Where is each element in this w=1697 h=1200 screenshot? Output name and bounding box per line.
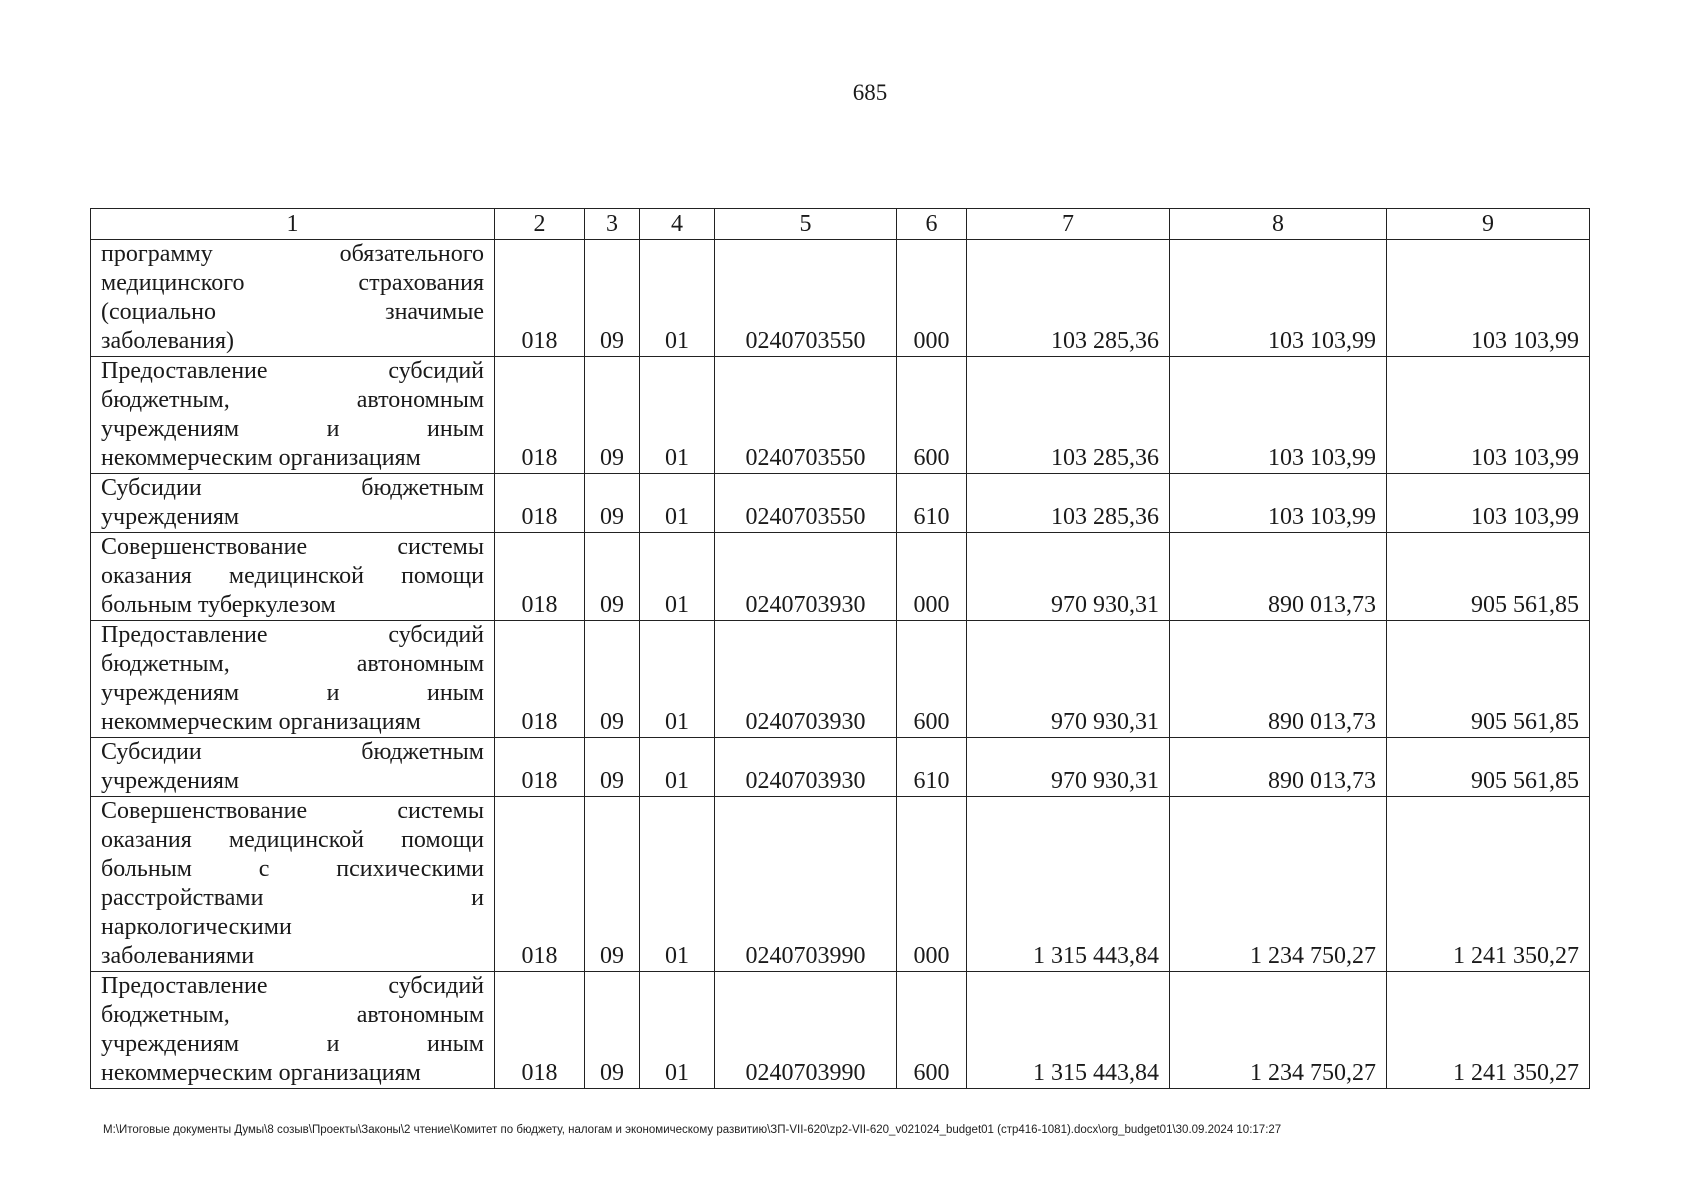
row-description xyxy=(91,621,495,738)
table-body xyxy=(91,240,1590,1089)
amount-col-9: 103 103,99 xyxy=(1387,240,1590,357)
section-code: 09 xyxy=(585,474,640,533)
expense-type-code: 600 xyxy=(897,621,967,738)
description-line: оказания медицинской помощи xyxy=(101,563,484,589)
target-article-code: 0240703550 xyxy=(715,240,897,357)
description-line: бюджетным, автономным xyxy=(101,1002,484,1028)
description-line: наркологическими xyxy=(101,914,292,940)
table-row xyxy=(91,533,1590,621)
amount-col-9: 103 103,99 xyxy=(1387,357,1590,474)
table-row xyxy=(91,738,1590,797)
target-article-code: 0240703990 xyxy=(715,972,897,1089)
amount-col-9: 1 241 350,27 xyxy=(1387,972,1590,1089)
expense-type-code: 000 xyxy=(897,240,967,357)
header-cell: 3 xyxy=(585,209,640,240)
amount-col-8: 890 013,73 xyxy=(1170,621,1387,738)
ministry-code: 018 xyxy=(495,738,585,797)
description-line: Субсидии бюджетным xyxy=(101,739,484,765)
description-line: бюджетным, автономным xyxy=(101,651,484,677)
header-cell: 2 xyxy=(495,209,585,240)
header-row xyxy=(91,209,1590,240)
description-line: больным туберкулезом xyxy=(101,592,336,618)
description-line: заболеваниями xyxy=(101,943,255,969)
header-cell: 4 xyxy=(640,209,715,240)
header-cell: 1 xyxy=(91,209,495,240)
amount-col-7: 970 930,31 xyxy=(967,738,1170,797)
amount-col-9: 905 561,85 xyxy=(1387,621,1590,738)
description-line: некоммерческим организациям xyxy=(101,1060,421,1086)
amount-col-9: 905 561,85 xyxy=(1387,533,1590,621)
description-line: медицинского страхования xyxy=(101,270,484,296)
section-code: 09 xyxy=(585,240,640,357)
row-description xyxy=(91,738,495,797)
amount-col-7: 970 930,31 xyxy=(967,533,1170,621)
description-line: Субсидии бюджетным xyxy=(101,475,484,501)
target-article-code: 0240703550 xyxy=(715,357,897,474)
description-line: некоммерческим организациям xyxy=(101,445,421,471)
amount-col-8: 890 013,73 xyxy=(1170,533,1387,621)
amount-col-7: 970 930,31 xyxy=(967,621,1170,738)
amount-col-8: 890 013,73 xyxy=(1170,738,1387,797)
amount-col-7: 103 285,36 xyxy=(967,357,1170,474)
table-row xyxy=(91,797,1590,972)
amount-col-9: 1 241 350,27 xyxy=(1387,797,1590,972)
description-line: бюджетным, автономным xyxy=(101,387,484,413)
table-row xyxy=(91,474,1590,533)
ministry-code: 018 xyxy=(495,357,585,474)
description-line: заболевания) xyxy=(101,328,235,354)
target-article-code: 0240703550 xyxy=(715,474,897,533)
target-article-code: 0240703930 xyxy=(715,621,897,738)
amount-col-9: 103 103,99 xyxy=(1387,474,1590,533)
header-cell: 7 xyxy=(967,209,1170,240)
ministry-code: 018 xyxy=(495,797,585,972)
subsection-code: 01 xyxy=(640,797,715,972)
subsection-code: 01 xyxy=(640,240,715,357)
description-line: Предоставление субсидий xyxy=(101,622,484,648)
target-article-code: 0240703930 xyxy=(715,738,897,797)
header-cell: 8 xyxy=(1170,209,1387,240)
description-line: оказания медицинской помощи xyxy=(101,827,484,853)
amount-col-8: 103 103,99 xyxy=(1170,357,1387,474)
document-file-path: M:\Итоговые документы Думы\8 созыв\Проекты\Законы\2 чтение\Комитет по бюджету, налогам и экономическому развитию\ЗП-VII-620\zp2-VII-620_v021024_budget01 (стр416-1081).docx\org_budget01\30.09.2024 10:17:27 xyxy=(103,1124,1282,1136)
description-line: учреждениям и иным xyxy=(101,680,484,706)
header-cell: 9 xyxy=(1387,209,1590,240)
expense-type-code: 610 xyxy=(897,474,967,533)
table-row xyxy=(91,621,1590,738)
subsection-code: 01 xyxy=(640,533,715,621)
amount-col-8: 1 234 750,27 xyxy=(1170,797,1387,972)
subsection-code: 01 xyxy=(640,972,715,1089)
header-cell: 6 xyxy=(897,209,967,240)
description-line: учреждениям и иным xyxy=(101,416,484,442)
ministry-code: 018 xyxy=(495,972,585,1089)
amount-col-7: 1 315 443,84 xyxy=(967,972,1170,1089)
expense-type-code: 610 xyxy=(897,738,967,797)
expense-type-code: 000 xyxy=(897,533,967,621)
table-row xyxy=(91,357,1590,474)
ministry-code: 018 xyxy=(495,474,585,533)
description-line: учреждениям xyxy=(101,504,240,530)
target-article-code: 0240703990 xyxy=(715,797,897,972)
target-article-code: 0240703930 xyxy=(715,533,897,621)
section-code: 09 xyxy=(585,972,640,1089)
description-line: расстройствами и xyxy=(101,885,484,911)
section-code: 09 xyxy=(585,357,640,474)
page-number: 685 xyxy=(852,80,888,105)
description-line: учреждениям xyxy=(101,768,240,794)
amount-col-8: 103 103,99 xyxy=(1170,240,1387,357)
expense-type-code: 600 xyxy=(897,972,967,1089)
row-description xyxy=(91,533,495,621)
ministry-code: 018 xyxy=(495,621,585,738)
description-line: больным с психическими xyxy=(101,856,484,882)
amount-col-7: 1 315 443,84 xyxy=(967,797,1170,972)
budget-table xyxy=(90,208,1590,1089)
subsection-code: 01 xyxy=(640,621,715,738)
description-line: Совершенствование системы xyxy=(101,798,484,824)
description-line: некоммерческим организациям xyxy=(101,709,421,735)
section-code: 09 xyxy=(585,738,640,797)
subsection-code: 01 xyxy=(640,738,715,797)
table-row xyxy=(91,972,1590,1089)
section-code: 09 xyxy=(585,797,640,972)
row-description xyxy=(91,797,495,972)
amount-col-7: 103 285,36 xyxy=(967,240,1170,357)
description-line: (социально значимые xyxy=(101,299,484,325)
amount-col-7: 103 285,36 xyxy=(967,474,1170,533)
subsection-code: 01 xyxy=(640,357,715,474)
row-description xyxy=(91,972,495,1089)
description-line: Совершенствование системы xyxy=(101,534,484,560)
description-line: Предоставление субсидий xyxy=(101,358,484,384)
row-description xyxy=(91,240,495,357)
ministry-code: 018 xyxy=(495,533,585,621)
row-description xyxy=(91,357,495,474)
amount-col-9: 905 561,85 xyxy=(1387,738,1590,797)
amount-col-8: 103 103,99 xyxy=(1170,474,1387,533)
expense-type-code: 000 xyxy=(897,797,967,972)
subsection-code: 01 xyxy=(640,474,715,533)
description-line: программу обязательного xyxy=(101,241,484,267)
description-line: Предоставление субсидий xyxy=(101,973,484,999)
expense-type-code: 600 xyxy=(897,357,967,474)
row-description xyxy=(91,474,495,533)
section-code: 09 xyxy=(585,621,640,738)
header-cell: 5 xyxy=(715,209,897,240)
amount-col-8: 1 234 750,27 xyxy=(1170,972,1387,1089)
description-line: учреждениям и иным xyxy=(101,1031,484,1057)
section-code: 09 xyxy=(585,533,640,621)
table-row xyxy=(91,240,1590,357)
ministry-code: 018 xyxy=(495,240,585,357)
